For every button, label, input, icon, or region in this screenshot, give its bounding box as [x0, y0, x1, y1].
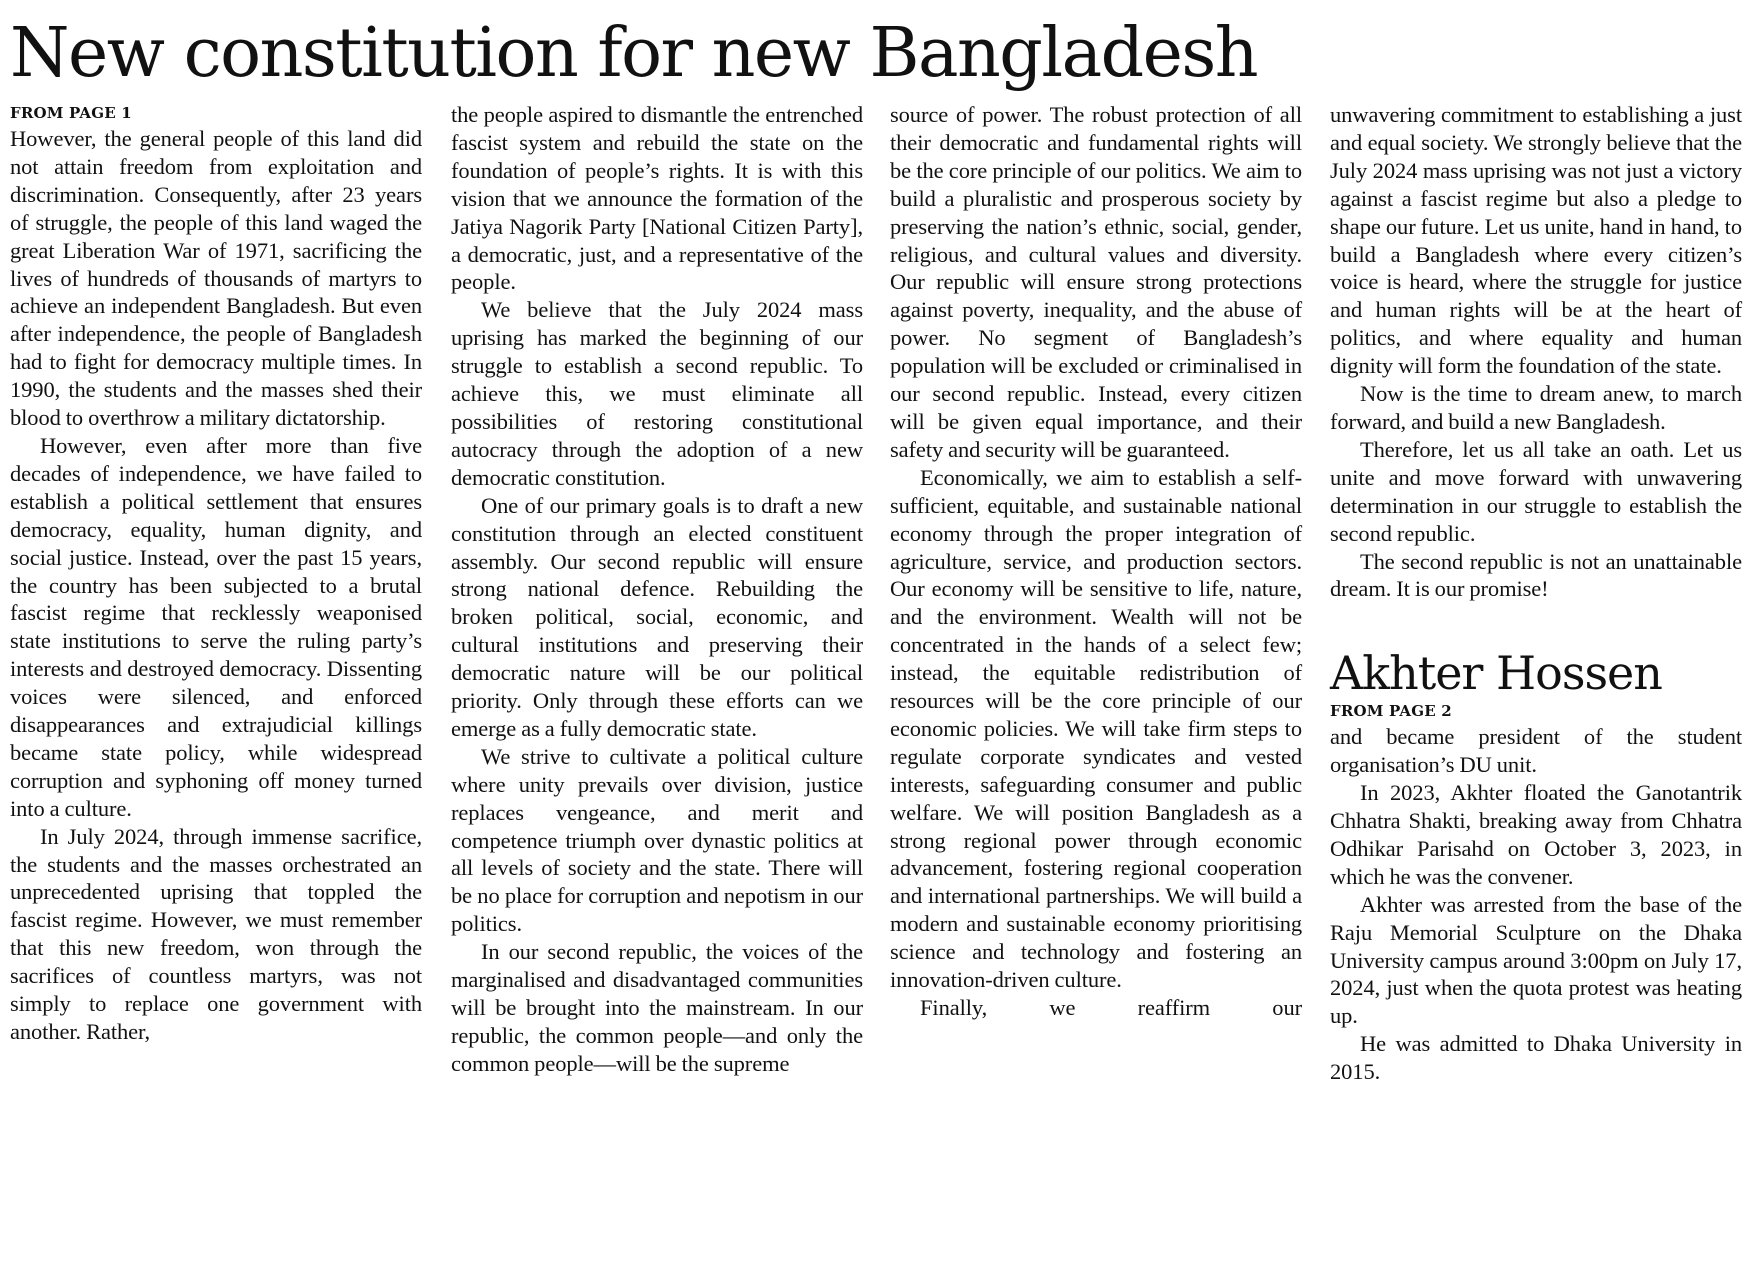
article-column-3 — [890, 101, 1302, 1022]
article-paragraph: However, even after more than five decades of independence, we have failed to establish a political settlement that ensures democracy, equality, human dignity, and social justice. Instead, over the past 15 years, the country has been subjected to a brutal fascist regime that recklessly weaponised state institutions to serve the ruling party’s interests and destroyed democracy. Dissenting voices were silenced, and enforced disappearances and extrajudicial killings became state policy, while widespread corruption and syphoning off money turned into a culture. — [10, 432, 422, 821]
sidebar-kicker: FROM PAGE 2 — [1330, 702, 1452, 721]
article-kicker: FROM PAGE 1 — [10, 104, 132, 122]
article-column-1 — [10, 101, 422, 1046]
sidebar-paragraph: In 2023, Akhter floated the Ganotantrik Chhatra Shakti, breaking away from Chhatra Odhikar Parisahd on October 3, 2023, in which he was the convener. — [1330, 780, 1742, 889]
article-column-4 — [1330, 101, 1742, 1086]
article-paragraph: However, the general people of this land did not attain freedom from exploitation and discrimination. Consequently, after 23 years of struggle, the people of this land waged the great Liberation War of 1971, sacrificing the lives of hundreds of thousands of martyrs to achieve an independent Bangladesh. But even after independence, the people of Bangladesh had to fight for democracy multiple times. In 1990, the students and the masses shed their blood to overthrow a military dictatorship. — [10, 126, 422, 431]
article-paragraph: Therefore, let us all take an oath. Let us unite and move forward with unwavering determination in our struggle to establish the second republic. — [1330, 436, 1742, 546]
article-paragraph: Economically, we aim to establish a self-sufficient, equitable, and sustainable national economy through the proper integration of agriculture, service, and production sectors. Our economy will be sensitive to life, nature, and the environment. Wealth will not be concentrated in the hands of a select few; instead, the equitable redistribution of resources will be the core principle of our economic policies. We will take firm steps to regulate corporate syndicates and vested interests, safeguarding consumer and public welfare. We will position Bangladesh as a strong regional power through economic advancement, fostering regional cooperation and international partnerships. We will build a modern and sustainable economy prioritising science and technology and fostering an innovation-driven culture. — [890, 464, 1302, 993]
sidebar-paragraph: He was admitted to Dhaka University in 2015. — [1330, 1031, 1742, 1085]
article-paragraph: We believe that the July 2024 mass uprising has marked the beginning of our struggle to establish a second republic. To achieve this, we must eliminate all possibilities of restoring constitutional autocracy through the adoption of a new democratic constitution. — [451, 297, 863, 490]
article-headline: New constitution for new Bangladesh — [10, 14, 1258, 93]
sidebar-paragraph: and became president of the student organisation’s DU unit. — [1330, 724, 1742, 778]
article-paragraph: In our second republic, the voices of the marginalised and disadvantaged communities will be brought into the mainstream. In our republic, the common people—and only the common people—will be the supreme — [451, 939, 863, 1076]
article-paragraph: the people aspired to dismantle the entrenched fascist system and rebuild the state on the foundation of people’s rights. It is with this vision that we announce the formation of the Jatiya Nagorik Party [National Citizen Party], a democratic, just, and a representative of the people. — [451, 102, 863, 295]
article-paragraph: In July 2024, through immense sacrifice, the students and the masses orchestrated an unprecedented uprising that toppled the fascist regime. However, we must remember that this new freedom, won through the sacrifices of countless martyrs, was not simply to replace one government with another. Rather, — [10, 823, 422, 1044]
article-paragraph: The second republic is not an unattainable dream. It is our promise! — [1330, 548, 1742, 602]
article-paragraph: Now is the time to dream anew, to march forward, and build a new Bangladesh. — [1330, 381, 1742, 434]
sidebar-story — [1330, 647, 1742, 1086]
article-column-2 — [451, 101, 863, 1078]
sidebar-title: Akhter Hossen — [1330, 646, 1662, 701]
article-paragraph: We strive to cultivate a political culture where unity prevails over division, justice replaces vengeance, and merit and competence triumph over dynastic politics at all levels of society and the state. There will be no place for corruption and nepotism in our politics. — [451, 743, 863, 937]
article-paragraph: Finally, we reaffirm our — [920, 995, 1302, 1020]
article-paragraph: unwavering commitment to establishing a just and equal society. We strongly believe that the July 2024 mass uprising was not just a victory against a fascist regime but also a pledge to shape our future. Let us unite, hand in hand, to build a Bangladesh where every citizen’s voice is heard, where the struggle for justice and human rights will be at the heart of politics, and where equality and human dignity will form the foundation of the state. — [1330, 102, 1742, 379]
sidebar-paragraph: Akhter was arrested from the base of the Raju Memorial Sculpture on the Dhaka University campus around 3:00pm on July 17, 2024, just when the quota protest was heating up. — [1330, 891, 1742, 1029]
article-paragraph: One of our primary goals is to draft a new constitution through an elected constituent assembly. Our second republic will ensure strong national defence. Rebuilding the broken political, social, economic, and cultural institutions and preserving their democratic nature will be our political priority. Only through these efforts can we emerge as a fully democratic state. — [451, 492, 863, 741]
article-paragraph: source of power. The robust protection of all their democratic and fundamental rights will be the core principle of our politics. We aim to build a pluralistic and prosperous society by preserving the nation’s ethnic, social, gender, religious, and cultural values and diversity. Our republic will ensure strong protections against poverty, inequality, and the abuse of power. No segment of Bangladesh’s population will be excluded or criminalised in our second republic. Instead, every citizen will be given equal importance, and their safety and security will be guaranteed. — [890, 102, 1302, 462]
